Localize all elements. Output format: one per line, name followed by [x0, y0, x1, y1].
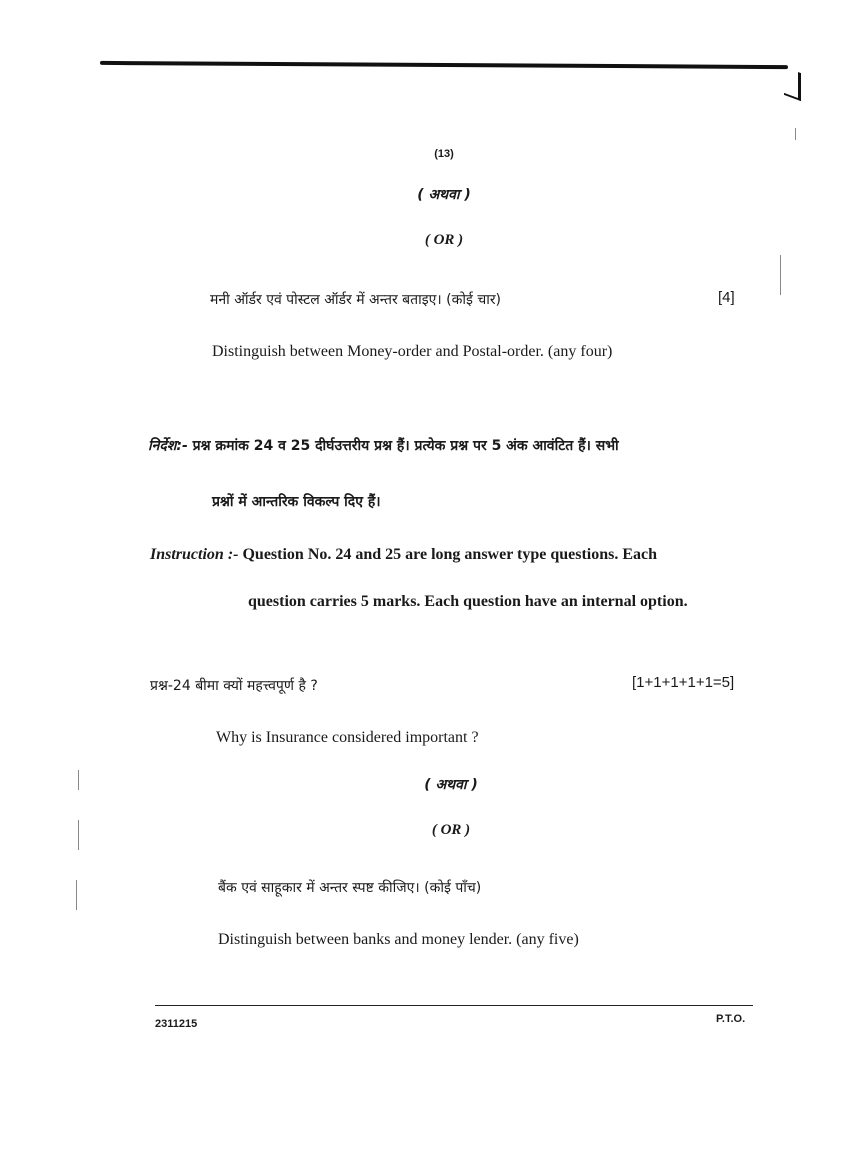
footer-rule [155, 1005, 753, 1006]
pto-label: P.T.O. [716, 1013, 746, 1025]
instruction-hindi-line1 [148, 436, 619, 455]
q24-or-english-heading: ( OR ) [431, 822, 471, 838]
q24-question-line [150, 676, 318, 695]
instruction-hindi-text1: प्रश्न क्रमांक 24 व 25 दीर्घउत्तरीय प्रश्न हैं। प्रत्येक प्रश्न पर 5 अंक आवंटित हैं। सभी [192, 438, 619, 454]
q23-alt-english-text: Distinguish between Money-order and Postal-order. (any four) [212, 343, 613, 360]
page-number: (13) [434, 148, 454, 160]
scan-edge-mark [76, 880, 77, 910]
q24-label: प्रश्न-24 [150, 678, 191, 694]
q24-marks: [1+1+1+1+1=5] [632, 674, 735, 691]
instruction-english-line1 [150, 546, 657, 564]
q23-alt-hindi-text: मनी ऑर्डर एवं पोस्टल ऑर्डर में अन्तर बताइए। (कोई चार) [210, 292, 502, 308]
or-english-heading: ( OR ) [424, 232, 464, 248]
q24-hindi-text: बीमा क्यों महत्त्वपूर्ण है ? [195, 678, 318, 694]
top-border-line [100, 61, 788, 69]
q24-alt-hindi-text: बैंक एवं साहूकार में अन्तर स्पष्ट कीजिए। (कोई पाँच) [218, 880, 482, 896]
instruction-hindi-line2: प्रश्नों में आन्तरिक विकल्प दिए हैं। [212, 494, 381, 510]
page-corner-mark [784, 67, 801, 101]
q24-alt-english-text: Distinguish between banks and money lender. (any five) [218, 931, 579, 948]
instruction-english-line2: question carries 5 marks. Each question have an internal option. [248, 593, 688, 610]
q24-english-text: Why is Insurance considered important ? [216, 729, 479, 746]
or-hindi-heading: ( अथवा ) [417, 187, 471, 203]
instruction-hindi-label: निर्देश:- [148, 438, 188, 454]
scan-edge-mark [795, 128, 796, 140]
q24-or-hindi-heading: ( अथवा ) [424, 777, 478, 793]
instruction-english-text1: Question No. 24 and 25 are long answer type questions. Each [242, 546, 658, 563]
scan-edge-mark [780, 255, 781, 295]
q23-marks: [4] [718, 289, 735, 306]
paper-code: 2311215 [155, 1018, 198, 1030]
instruction-english-label: Instruction :- [150, 546, 239, 563]
